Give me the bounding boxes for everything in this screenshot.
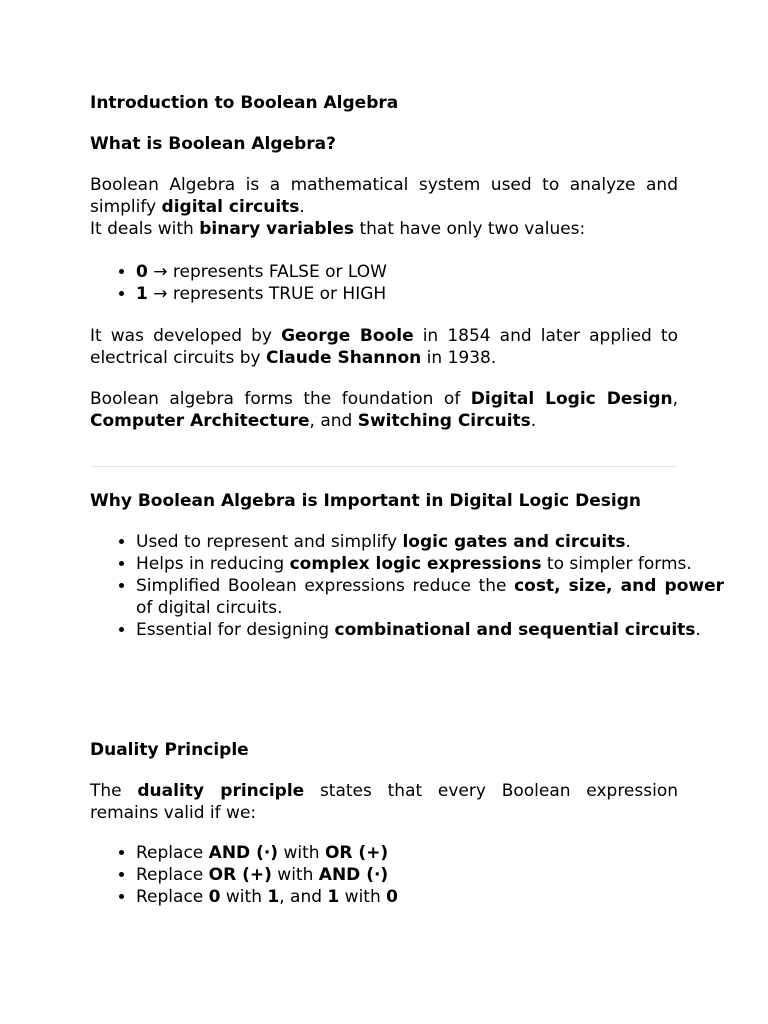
list-item [136, 553, 724, 575]
list-item [136, 575, 724, 619]
bold-text: 0 [208, 887, 221, 907]
list-item [136, 842, 724, 864]
duality-rules-list [90, 842, 724, 908]
text: Boolean algebra forms the foundation of [90, 389, 471, 409]
bold-text: 1 [327, 887, 340, 907]
text: with [278, 843, 325, 863]
text: with [339, 887, 387, 907]
text: → represents TRUE or HIGH [147, 284, 387, 304]
bold-text: George Boole [281, 326, 414, 346]
bold-text: logic gates and circuits [402, 532, 626, 552]
list-item [136, 283, 724, 305]
bold-text: AND (·) [318, 865, 389, 885]
bold-text: binary variables [199, 219, 355, 239]
bold-text: 0 [386, 887, 398, 907]
text: It was developed by [90, 326, 282, 346]
history-paragraph [90, 325, 678, 369]
foundation-paragraph [90, 388, 678, 432]
text: . [530, 411, 537, 431]
text: to simpler forms. [541, 554, 692, 574]
text: of digital circuits. [136, 598, 283, 618]
text: in 1854 and later applied to electrical circuits by [90, 326, 678, 368]
bold-text: OR (+) [324, 843, 389, 863]
text: Boolean Algebra is a mathematical system used to analyze and simplify [90, 175, 678, 217]
bold-text: Digital Logic Design [470, 389, 673, 409]
text: Essential for designing [136, 620, 335, 640]
bold-text: duality principle [137, 781, 305, 801]
section-heading-duality: Duality Principle [90, 740, 249, 760]
text: → represents FALSE or LOW [147, 262, 387, 282]
text: Helps in reducing [136, 554, 290, 574]
binary-values-list [90, 261, 724, 305]
bold-text: Claude Shannon [265, 348, 422, 368]
bold-text: 1 [136, 284, 148, 304]
text: Replace [136, 843, 209, 863]
bold-text: complex logic expressions [289, 554, 542, 574]
bold-text: Computer Architecture [90, 411, 310, 431]
text: It deals with [90, 219, 200, 239]
text: . [625, 532, 631, 552]
bold-text: 0 [136, 262, 148, 282]
text: The [90, 781, 138, 801]
text: with [220, 887, 268, 907]
text: Simplified Boolean expressions reduce the [136, 576, 515, 596]
text: that have only two values: [354, 219, 586, 239]
text: in 1938. [421, 348, 497, 368]
text: states that every Boolean expression remains valid if we: [90, 781, 679, 823]
list-item [136, 261, 724, 283]
text: , and [309, 411, 358, 431]
bold-text: digital circuits [161, 197, 300, 217]
bold-text: OR (+) [208, 865, 272, 885]
bold-text: Switching Circuits [357, 411, 531, 431]
section-divider [90, 466, 678, 467]
list-item [136, 531, 724, 553]
text: with [271, 865, 319, 885]
section-heading-what-is: What is Boolean Algebra? [90, 134, 336, 154]
importance-list [90, 531, 724, 641]
intro-paragraph [90, 174, 678, 240]
bold-text: AND (·) [208, 843, 279, 863]
text: Replace [136, 865, 209, 885]
document-title: Introduction to Boolean Algebra [90, 93, 399, 113]
list-item [136, 619, 724, 641]
text: Used to represent and simplify [136, 532, 403, 552]
text: . [695, 620, 701, 640]
section-heading-why-important: Why Boolean Algebra is Important in Digital Logic Design [90, 491, 642, 511]
bold-text: 1 [267, 887, 280, 907]
bold-text: combinational and sequential circuits [334, 620, 696, 640]
text: . [299, 197, 305, 217]
text: Replace [136, 887, 209, 907]
list-item [136, 886, 724, 908]
text: , and [279, 887, 328, 907]
duality-paragraph [90, 780, 678, 824]
list-item [136, 864, 724, 886]
bold-text: cost, size, and power [514, 576, 724, 596]
text: , [672, 389, 678, 409]
